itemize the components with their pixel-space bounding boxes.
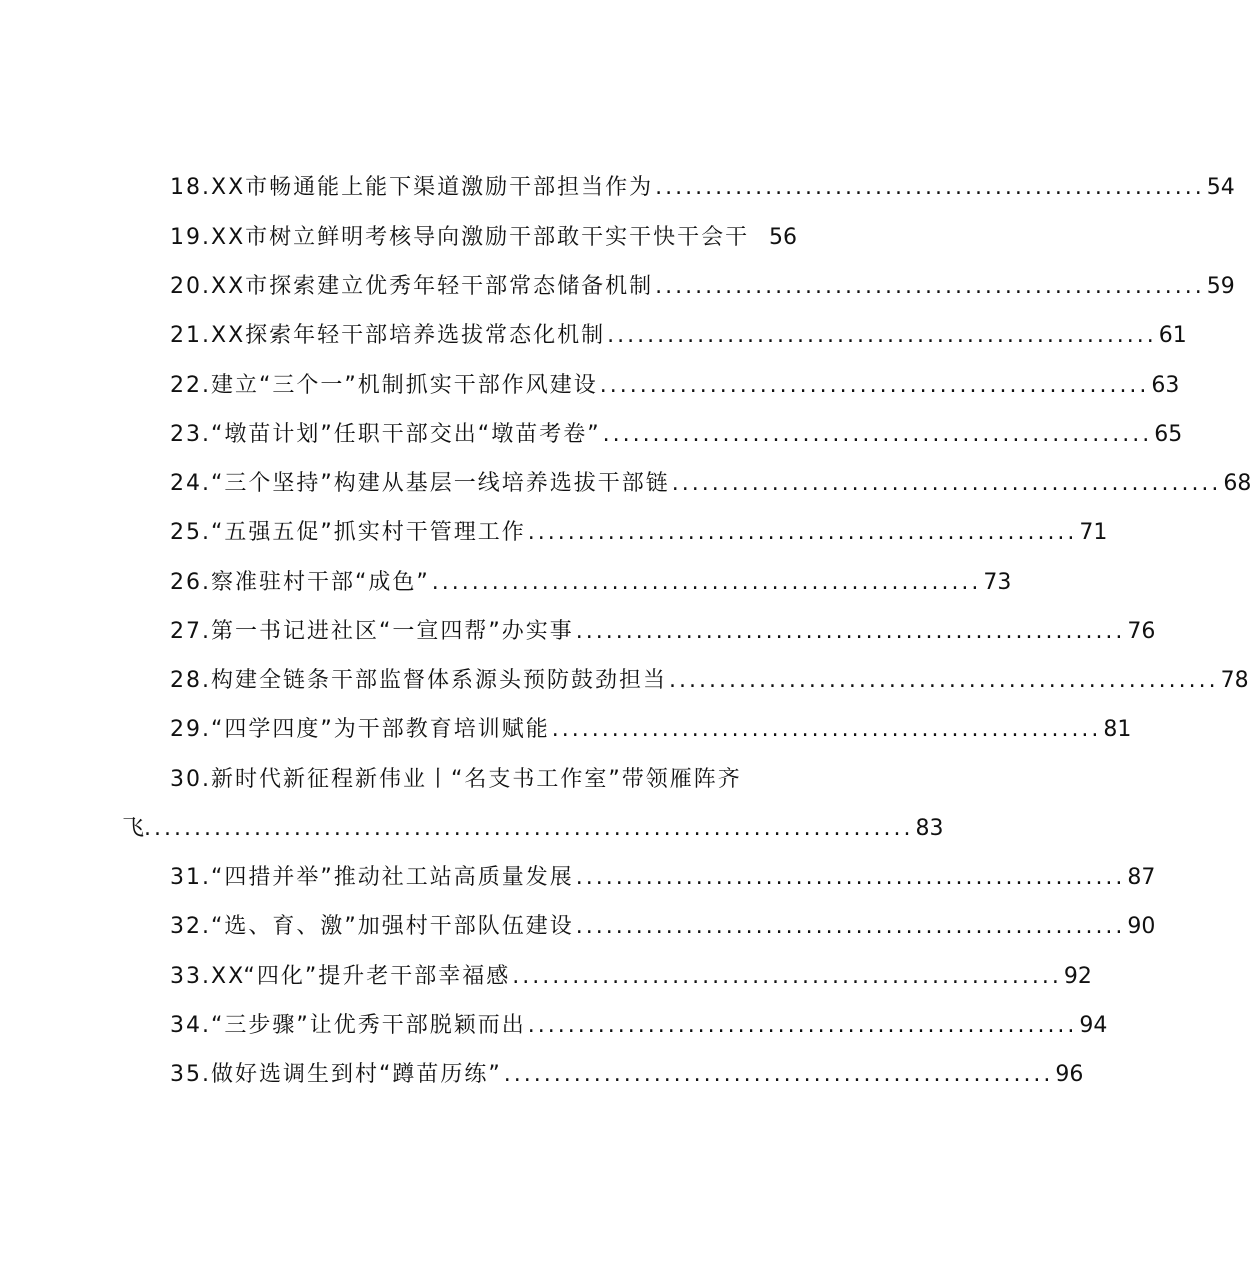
entry-number: 25.	[170, 520, 211, 545]
entry-number: 34.	[170, 1013, 211, 1038]
leader-dots: .......................................................	[431, 570, 982, 595]
entry-number: 23.	[170, 422, 211, 447]
entry-title: XX市探索建立优秀年轻干部常态储备机制	[211, 274, 654, 299]
entry-number: 22.	[170, 373, 211, 398]
entry-page: 61	[1158, 323, 1187, 348]
toc-entry[interactable]	[170, 458, 1251, 498]
entry-page: 90	[1127, 914, 1156, 939]
leader-dots: .......................................................	[669, 668, 1219, 693]
leader-dots: .......................................................	[655, 274, 1205, 299]
entry-number: 30.	[170, 767, 211, 792]
leader-dots: .......................................................	[607, 323, 1157, 348]
entry-number: 33.	[170, 964, 211, 989]
leader-dots: .......................................................	[602, 422, 1153, 447]
leader-dots: .......................................................	[575, 865, 1126, 890]
entry-number: 20.	[170, 274, 211, 299]
toc-entry[interactable]	[170, 704, 1132, 744]
entry-page: 65	[1154, 422, 1183, 447]
leader-dots: .......................................................	[599, 373, 1150, 398]
entry-title: “三步骤”让优秀干部脱颖而出	[211, 1013, 526, 1038]
toc-entry[interactable]	[170, 409, 1183, 449]
toc-entry[interactable]	[170, 261, 1235, 301]
toc-entry[interactable]	[170, 901, 1156, 941]
entry-page: 63	[1151, 373, 1180, 398]
toc-entry[interactable]	[170, 1049, 1084, 1089]
entry-number: 26.	[170, 570, 211, 595]
entry-page: 81	[1103, 717, 1132, 742]
entry-title: XX市畅通能上能下渠道激励干部担当作为	[211, 175, 654, 200]
entry-number: 19.	[170, 225, 211, 250]
entry-number: 28.	[170, 668, 211, 693]
leader-dots: .............................................................................	[144, 816, 914, 841]
entry-title: 察准驻村干部“成色”	[211, 570, 430, 595]
leader-dots: .......................................................	[551, 717, 1102, 742]
entry-page: 83	[915, 816, 944, 841]
toc-entry[interactable]	[170, 212, 797, 252]
entry-number: 27.	[170, 619, 211, 644]
leader-dots: .......................................................	[655, 175, 1205, 200]
entry-number: 32.	[170, 914, 211, 939]
leader-dots: .......................................................	[527, 520, 1078, 545]
toc-entry[interactable]	[170, 754, 797, 794]
entry-title: “四学四度”为干部教育培训赋能	[211, 717, 550, 742]
toc-entry[interactable]	[170, 310, 1187, 350]
leader-dots: .......................................................	[575, 914, 1126, 939]
entry-title: 做好选调生到村“蹲苗历练”	[211, 1062, 502, 1087]
toc-entry[interactable]	[170, 852, 1156, 892]
entry-title: 建立“三个一”机制抓实干部作风建设	[211, 373, 598, 398]
entry-title: XX市树立鲜明考核导向激励干部敢干实干快干会干	[211, 225, 750, 250]
entry-title: 构建全链条干部监督体系源头预防鼓劲担当	[211, 668, 668, 693]
entry-page: 96	[1055, 1062, 1084, 1087]
entry-number: 18.	[170, 175, 211, 200]
leader-dots: .......................................................	[527, 1013, 1078, 1038]
entry-title: 第一书记进社区“一宣四帮”办实事	[211, 619, 574, 644]
entry-page: 71	[1079, 520, 1108, 545]
entry-title: “五强五促”抓实村干管理工作	[211, 520, 526, 545]
toc-entry[interactable]	[170, 507, 1108, 547]
leader-dots: .......................................................	[575, 619, 1126, 644]
leader-dots: .......................................................	[512, 964, 1062, 989]
entry-title: “选、育、激”加强村干部队伍建设	[211, 914, 574, 939]
entry-title: XX探索年轻干部培养选拔常态化机制	[211, 323, 606, 348]
entry-page: 76	[1127, 619, 1156, 644]
toc-entry[interactable]	[170, 162, 1235, 202]
toc-entry[interactable]	[170, 1000, 1108, 1040]
entry-page: 73	[983, 570, 1012, 595]
entry-number: 24.	[170, 471, 211, 496]
toc-entry[interactable]	[170, 655, 1249, 695]
toc-entry[interactable]	[170, 557, 1012, 597]
entry-page: 54	[1206, 175, 1235, 200]
entry-title: XX“四化”提升老干部幸福感	[211, 964, 511, 989]
entry-number: 35.	[170, 1062, 211, 1087]
entry-title: “三个坚持”构建从基层一线培养选拔干部链	[211, 471, 670, 496]
entry-page: 87	[1127, 865, 1156, 890]
entry-title: 新时代新征程新伟业丨“名支书工作室”带领雁阵齐	[211, 767, 742, 792]
leader-dots: .......................................................	[503, 1062, 1054, 1087]
entry-title: “墩苗计划”任职干部交出“墩苗考卷”	[211, 422, 601, 447]
entry-number: 29.	[170, 717, 211, 742]
entry-number: 31.	[170, 865, 211, 890]
toc-entry[interactable]	[170, 606, 1156, 646]
toc-entry[interactable]	[170, 360, 1180, 400]
entry-page: 59	[1206, 274, 1235, 299]
entry-title: “四措并举”推动社工站高质量发展	[211, 865, 574, 890]
toc-entry[interactable]	[170, 951, 1092, 991]
entry-page: 78	[1220, 668, 1249, 693]
entry-page: 68	[1223, 471, 1251, 496]
entry-number: 21.	[170, 323, 211, 348]
toc-entry-continuation[interactable]	[122, 803, 944, 843]
entry-page: 92	[1063, 964, 1092, 989]
entry-page: 94	[1079, 1013, 1108, 1038]
leader-dots: .......................................................	[671, 471, 1222, 496]
entry-title-continuation: 飞	[122, 816, 145, 841]
entry-page: 56	[769, 225, 797, 250]
